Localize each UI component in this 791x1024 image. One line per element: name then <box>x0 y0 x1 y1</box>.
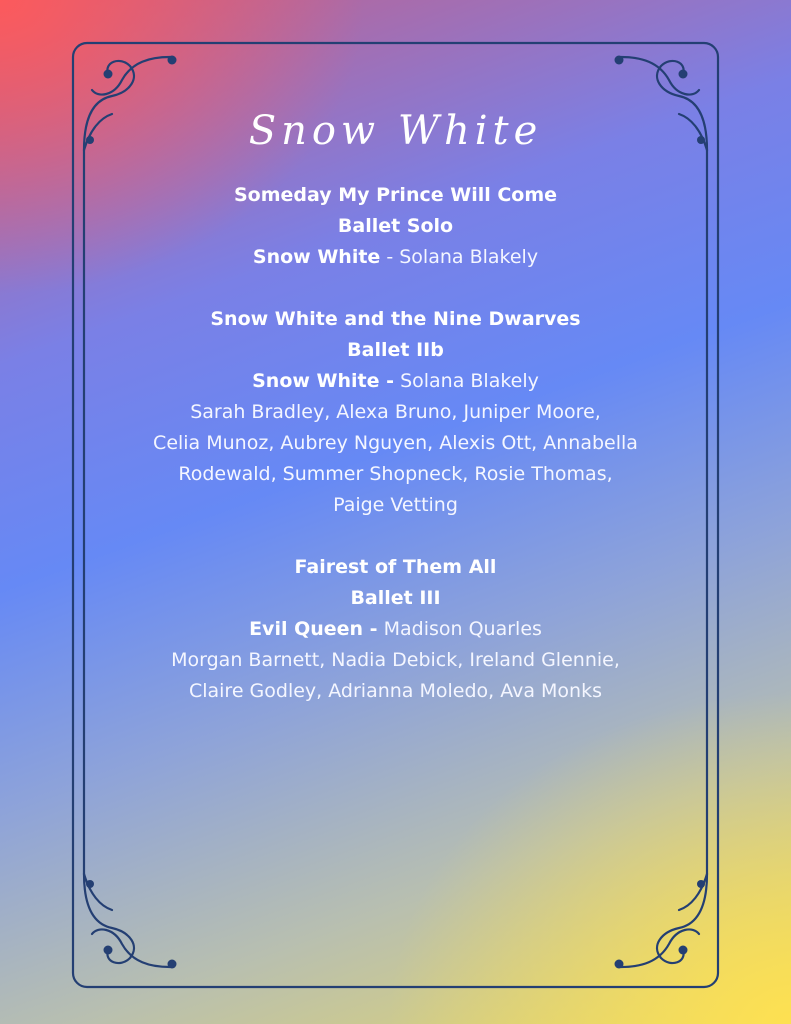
lead-role-line <box>110 614 681 645</box>
cast-line: Claire Godley, Adrianna Moledo, Ava Monks <box>188 680 603 702</box>
cast-line: Celia Munoz, Aubrey Nguyen, Alexis Ott, Annabella <box>153 432 638 454</box>
cast-line: Sarah Bradley, Alexa Bruno, Juniper Moore, <box>190 401 601 423</box>
song-title: Fairest of Them All <box>294 556 497 578</box>
program-section <box>110 552 681 707</box>
cast-line: Paige Vetting <box>333 494 458 516</box>
program-section <box>110 304 681 521</box>
class-name: Ballet IIb <box>347 339 444 361</box>
role-name: Snow White <box>252 246 381 268</box>
cast-line: Rodewald, Summer Shopneck, Rosie Thomas, <box>178 463 613 485</box>
lead-role-line <box>110 366 681 397</box>
page-title: Snow White <box>248 108 543 154</box>
song-title: Snow White and the Nine Dwarves <box>210 308 581 330</box>
class-name: Ballet III <box>350 587 441 609</box>
program-section <box>110 180 681 273</box>
cast-line: Morgan Barnett, Nadia Debick, Ireland Glennie, <box>171 649 620 671</box>
lead-dancer: Solana Blakely <box>399 246 539 268</box>
lead-dancer: Madison Quarles <box>383 618 542 640</box>
lead-role-line <box>110 242 681 273</box>
program-content <box>110 180 681 738</box>
class-name: Ballet Solo <box>337 215 454 237</box>
role-name: Snow White - <box>252 370 395 392</box>
role-name: Evil Queen - <box>249 618 378 640</box>
role-separator: - <box>380 246 400 268</box>
song-title: Someday My Prince Will Come <box>233 184 558 206</box>
lead-dancer: Solana Blakely <box>400 370 539 392</box>
